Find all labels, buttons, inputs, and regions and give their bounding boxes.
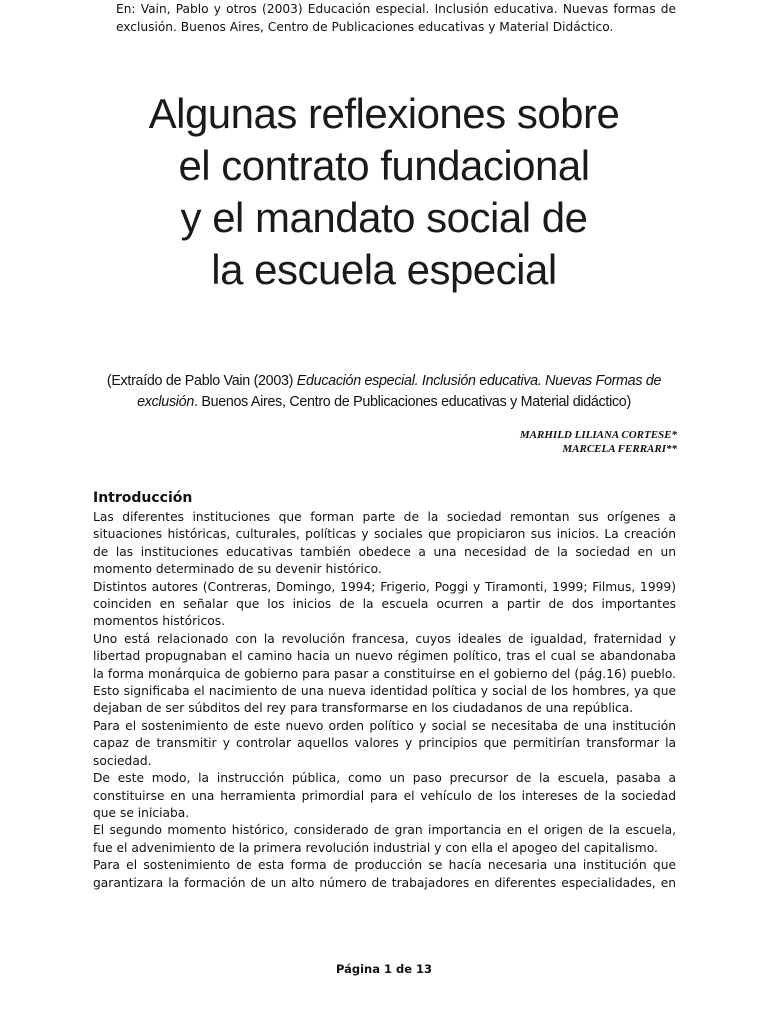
author-name: MARHILD LILIANA CORTESE* [519, 429, 677, 441]
paragraph: De este modo, la instrucción pública, como un paso precursor de la escuela, pasaba a constituirse en una herramienta primordial para el vehículo de los intereses de la sociedad que se iniciaba. [93, 771, 676, 820]
citation-reference: En: Vain, Pablo y otros (2003) Educación especial. Inclusión educativa. Nuevas formas de exclusión. Buenos Aires, Centro de Publicaciones educativas y Material Didáctico. [116, 2, 676, 34]
paragraph: Las diferentes instituciones que forman parte de la sociedad remontan sus orígenes a situaciones históricas, culturales, políticas y sociales que propiciaron sus inicios. La creación de las instituciones educativas también obedece a una necesidad de la sociedad en un momento determinado de su devenir histórico. [93, 510, 676, 577]
paragraph: Para el sostenimiento de esta forma de producción se hacía necesaria una institución que garantizara la formación de un alto número de trabajadores en diferentes especialidades, en [93, 858, 676, 890]
document-title [80, 88, 688, 296]
author-list [520, 428, 677, 456]
source-note [88, 371, 680, 413]
title-line: y el mandato social de [180, 194, 588, 241]
title-line: Algunas reflexiones sobre [148, 90, 620, 137]
source-note-book-title: Educación especial. Inclusión educativa. Nuevas Formas de exclusión [137, 373, 662, 410]
paragraph: Uno está relacionado con la revolución francesa, cuyos ideales de igualdad, fraternidad y libertad propugnaban el camino hacia un nuevo régimen político, tras el cual se abandonaba la forma monárquica de gobierno para pasar a constituirse en el gobierno del (pág.16) pueblo. Esto significaba el nacimiento de una nueva identidad política y social de los hombres, ya que dejaban de ser súbditos del rey para transformarse en los ciudadanos de una república. [93, 631, 676, 716]
page-number: Página 1 de 13 [335, 962, 433, 976]
source-note-prefix: (Extraído de Pablo Vain (2003) [106, 373, 297, 389]
author-name: MARCELA FERRARI** [562, 443, 677, 455]
title-line: la escuela especial [211, 246, 557, 293]
paragraph: Para el sostenimiento de este nuevo orden político y social se necesitaba de una institución capaz de transmitir y controlar aquellos valores y principios que permitirían transformar la sociedad. [93, 718, 676, 768]
source-note-suffix: . Buenos Aires, Centro de Publicaciones educativas y Material didáctico) [193, 394, 631, 410]
body-text [93, 509, 676, 892]
section-heading: Introducción [93, 490, 193, 506]
paragraph: Distintos autores (Contreras, Domingo, 1994; Frigerio, Poggi y Tiramonti, 1999; Filmus, 1999) coinciden en señalar que los inicios de la escuela ocurren a partir de dos importantes momentos históricos. [93, 579, 676, 629]
title-line: el contrato fundacional [178, 142, 590, 189]
paragraph: El segundo momento histórico, considerado de gran importancia en el origen de la escuela, fue el advenimiento de la primera revolución industrial y con ella el apogeo del capitalismo. [93, 823, 676, 855]
